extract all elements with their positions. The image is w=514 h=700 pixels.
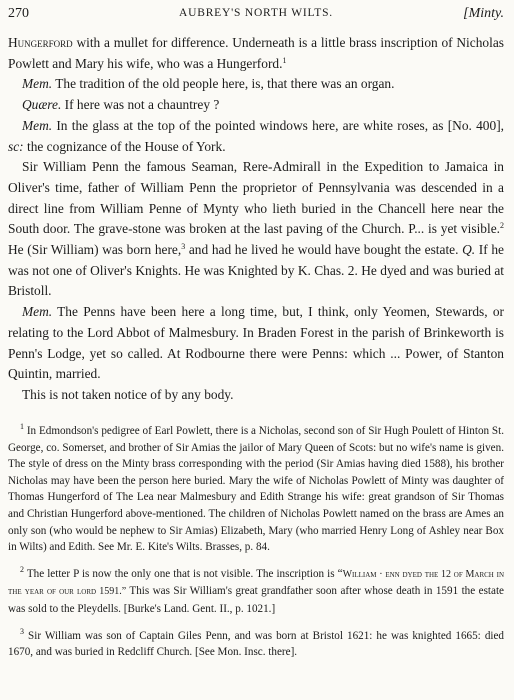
paragraph-chauntrey xyxy=(8,95,504,116)
paragraph-text: If here was not a chauntrey ? xyxy=(61,97,220,113)
mem-label: Mem. xyxy=(22,304,53,320)
query-label: Q. xyxy=(462,242,476,258)
section-label: [Minty. xyxy=(463,6,504,21)
footnotes xyxy=(8,423,504,671)
paragraph-text: Sir William Penn the famous Seaman, Rere-Admirall in the Expedition to Jamaica in Oliver's time, father of William Penn the proprietor of Pennsylvania was descended in a direct line from William Penne of Mynty who lieth buried in the Chancell here near the South door. The grave-stone was broken at the last paving of the Church. P... is yet visible. xyxy=(8,159,504,237)
footnote-ref: 3 xyxy=(181,242,186,252)
name-hungerford: Hungerford xyxy=(8,35,73,50)
paragraph-text: In the glass at the top of the pointed windows here, are white roses, as [No. 400], xyxy=(52,117,504,133)
mem-label: Mem. xyxy=(22,117,53,133)
paragraph-text: The tradition of the old people here, is, that there was an organ. xyxy=(52,76,395,92)
footnote-text: This was Sir William's great grandfather soon after whose death in 1591 the estate was sold to the Pleydells. [Burke's Land. Gent. II., p. 1021.] xyxy=(8,585,504,615)
footnote-3 xyxy=(8,628,504,661)
quaere-label: Quære. xyxy=(22,97,62,113)
paragraph-hungerford xyxy=(8,33,504,74)
mem-label: Mem. xyxy=(22,76,53,92)
paragraph-organ xyxy=(8,74,504,95)
footnote-mark: 2 xyxy=(20,564,24,574)
main-text xyxy=(8,33,504,406)
paragraph-roses xyxy=(8,116,504,157)
page-header xyxy=(8,6,504,26)
sc-abbrev: sc: xyxy=(8,138,24,154)
footnote-2 xyxy=(8,566,504,618)
footnote-ref: 2 xyxy=(500,221,504,231)
paragraph-not-noticed xyxy=(8,385,504,406)
footnote-mark: 1 xyxy=(20,422,24,431)
footnote-text: The letter P is now the only one that is not visible. The inscription is “ xyxy=(24,567,343,580)
paragraph-penn xyxy=(8,157,504,302)
paragraph-text: and had he lived he would have bought the estate. xyxy=(185,242,463,258)
paragraph-penns-yeomen xyxy=(8,302,504,385)
paragraph-text: with a mullet for difference. Underneath is a little brass inscription of Nicholas Powlett and Mary his wife, who was a Hungerford. xyxy=(8,35,504,71)
footnote-text: Sir William was son of Captain Giles Penn, and was born at Bristol 1621: he was knighted 1665: died 1670, and was buried in Redcliff Church. [See Mon. Insc. there]. xyxy=(8,629,504,659)
paragraph-text: This is not taken notice of by any body. xyxy=(22,386,234,402)
brass-inscription: William · enn dyed the 12 of March in the year of our lord 1591.” xyxy=(8,568,504,598)
footnote-1 xyxy=(8,423,504,556)
running-title: AUBREY'S NORTH WILTS. xyxy=(179,7,333,19)
footnote-ref: 1 xyxy=(282,55,287,65)
paragraph-text: If he was not one of Oliver's Knights. He was Knighted by K. Chas. 2. He dyed and was buried at Bristoll. xyxy=(8,242,504,299)
footnote-text: In Edmondson's pedigree of Earl Powlett, there is a Nicholas, second son of Sir Hugh Poulett of Hinton St. George, co. Somerset, and brother of Sir Amias the jailor of Mary Queen of Scots: but no wife's name is given. The style of dress on the Minty brass corresponding with the period (Sir Amias having died 1588), his brother Nicholas may have been the person here buried. Mary the wife of Nicholas Powlett of Minty was daughter of Thomas Hungerford of The Lea near Malmesbury and Edith Strange his wife: great grandson of Sir Thomas and Christian Hungerford above-mentioned. The children of Nicholas Powlett named on the brass are Ames an only son (who would be nephew to Sir Amias) Elizabeth, Mary (who married Henry Long of Ashley near Box in Wilts) and Edith. See Mr. E. Kite's Wilts. Brasses, p. 84. xyxy=(8,425,504,554)
paragraph-text: the cognizance of the House of York. xyxy=(23,138,226,154)
footnote-mark: 3 xyxy=(20,626,24,636)
paragraph-text: He (Sir William) was born here, xyxy=(8,242,182,258)
paragraph-text: The Penns have been here a long time, but, I think, only Yeomen, Stewards, or relating to the Lord Abbot of Malmesbury. In Braden Forest in the parish of Brinkeworth is Penn's Lodge, yet so called. At Rodbourne there were Penns: which ... Power, of Stanton Quintin, married. xyxy=(8,304,504,382)
page-number: 270 xyxy=(8,6,29,21)
